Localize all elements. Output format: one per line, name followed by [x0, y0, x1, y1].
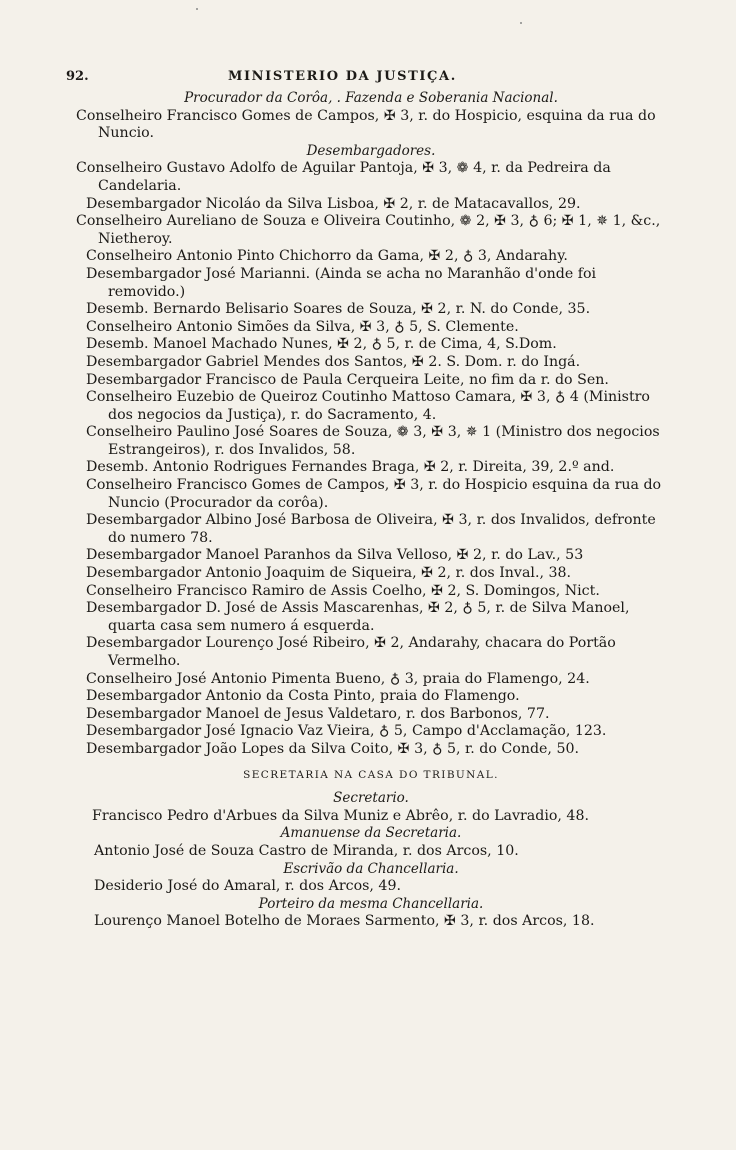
staff-person: Desiderio José do Amaral, r. dos Arcos, 49. [94, 878, 401, 895]
staff-role: Escrivão da Chancellaria. [283, 860, 459, 877]
list-item: Desembargador João Lopes da Silva Coito, ✠ 3, ♁ 5, r. do Conde, 50. [86, 740, 580, 757]
list-item: Desembargador Albino José Barbosa de Oliveira, ✠ 3, r. dos Invalidos, defronte do numero 78. [86, 512, 656, 546]
list-item: Desembargador José Ignacio Vaz Vieira, ♁ 5, Campo d'Acclamação, 123. [86, 723, 607, 740]
desembargadores-list [76, 160, 666, 758]
list-item: Desembargador José Marianni. (Ainda se acha no Maranhão d'onde foi removido.) [86, 265, 597, 300]
list-item: Desembargador Manoel Paranhos da Silva Velloso, ✠ 2, r. do Lav., 53 [86, 547, 584, 564]
secretaria-staff [76, 790, 666, 931]
list-item: Conselheiro Gustavo Adolfo de Aguilar Pantoja, ✠ 3, ❁ 4, r. da Pedreira da Candelaria. [76, 160, 611, 194]
staff-role: Porteiro da mesma Chancellaria. [258, 895, 484, 912]
list-item: Desembargador Francisco de Paula Cerqueira Leite, no fim da r. do Sen. [86, 371, 609, 388]
staff-role: Amanuense da Secretaria. [280, 825, 462, 842]
staff-person: Francisco Pedro d'Arbues da Silva Muniz e Abrêo, r. do Lavradio, 48. [92, 807, 589, 824]
list-item: Conselheiro José Antonio Pimenta Bueno, ♁ 3, praia do Flamengo, 24. [86, 670, 590, 687]
list-item: Desembargador D. José de Assis Mascarenhas, ✠ 2, ♁ 5, r. de Silva Manoel, quarta casa sem numero á esquerda. [86, 600, 630, 634]
list-item: Conselheiro Paulino José Soares de Souza, ❁ 3, ✠ 3, ✵ 1 (Ministro dos negocios Estrangeiros), r. dos Invalidos, 58. [86, 424, 660, 458]
paper-speck [196, 8, 198, 10]
list-item: Desembargador Antonio da Costa Pinto, praia do Flamengo. [86, 688, 520, 705]
page-header [66, 68, 666, 90]
list-item: Desemb. Antonio Rodrigues Fernandes Braga, ✠ 2, r. Direita, 39, 2.º and. [86, 459, 615, 476]
page-number: 92. [66, 69, 89, 84]
staff-person: Antonio José de Souza Castro de Miranda, r. dos Arcos, 10. [94, 842, 519, 859]
list-item: Desembargador Manoel de Jesus Valdetaro, r. dos Barbonos, 77. [86, 705, 550, 722]
list-item: Desembargador Antonio Joaquim de Siqueira, ✠ 2, r. dos Inval., 38. [86, 565, 572, 582]
document-page [66, 68, 666, 931]
section-heading-procurador: Procurador da Corôa, . Fazenda e Soberania Nacional. [184, 90, 558, 106]
list-item: Desembargador Lourenço José Ribeiro, ✠ 2, Andarahy, chacara do Portão Vermelho. [86, 635, 616, 669]
paper-speck [520, 22, 522, 24]
section-heading-desembargadores: Desembargadores. [306, 142, 436, 159]
list-item: Conselheiro Francisco Ramiro de Assis Coelho, ✠ 2, S. Domingos, Nict. [86, 582, 600, 599]
procurador-entry: Conselheiro Francisco Gomes de Campos, ✠ 3, r. do Hospicio, esquina da rua do Nuncio. [76, 107, 656, 142]
list-item: Conselheiro Euzebio de Queiroz Coutinho Mattoso Camara, ✠ 3, ♁ 4 (Ministro dos negocios da Justiça), r. do Sacramento, 4. [86, 389, 650, 423]
staff-role: Secretario. [333, 790, 409, 807]
list-item: Desembargador Nicoláo da Silva Lisboa, ✠ 2, r. de Matacavallos, 29. [86, 195, 581, 212]
list-item: Conselheiro Aureliano de Souza e Oliveira Coutinho, ❁ 2, ✠ 3, ♁ 6; ✠ 1, ✵ 1, &c., Nietheroy. [76, 213, 661, 247]
list-item: Desemb. Manoel Machado Nunes, ✠ 2, ♁ 5, r. de Cima, 4, S.Dom. [86, 336, 557, 353]
page-title: MINISTERIO DA JUSTIÇA. [228, 69, 457, 84]
list-item: Conselheiro Antonio Simões da Silva, ✠ 3, ♁ 5, S. Clemente. [86, 318, 519, 335]
section-heading-secretaria: SECRETARIA NA CASA DO TRIBUNAL. [243, 768, 499, 781]
list-item: Desembargador Gabriel Mendes dos Santos, ✠ 2. S. Dom. r. do Ingá. [86, 353, 581, 370]
list-item: Conselheiro Antonio Pinto Chichorro da Gama, ✠ 2, ♁ 3, Andarahy. [86, 248, 568, 265]
staff-person: Lourenço Manoel Botelho de Moraes Sarmento, ✠ 3, r. dos Arcos, 18. [94, 913, 595, 930]
list-item: Desemb. Bernardo Belisario Soares de Souza, ✠ 2, r. N. do Conde, 35. [86, 301, 591, 318]
list-item: Conselheiro Francisco Gomes de Campos, ✠ 3, r. do Hospicio esquina da rua do Nuncio (Procurador da corôa). [86, 477, 662, 511]
